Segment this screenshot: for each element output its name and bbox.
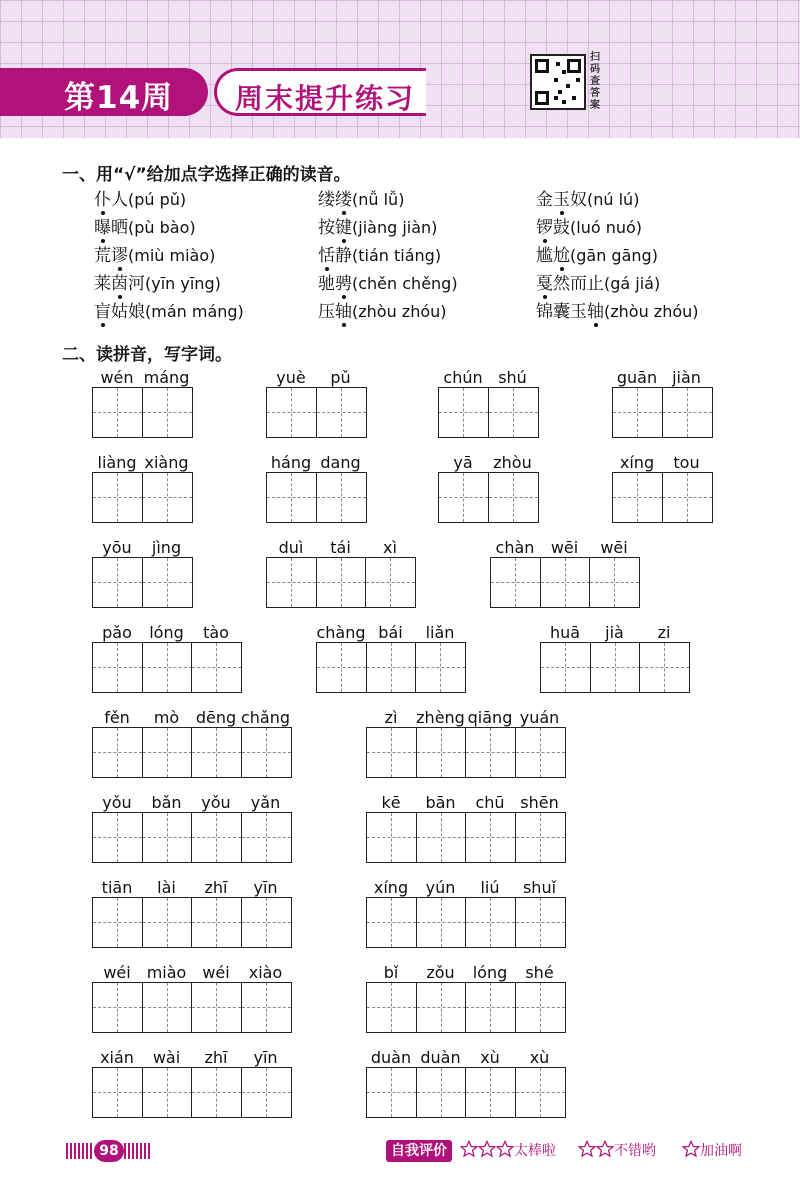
pinyin-syllable: zhèng: [416, 708, 465, 727]
pinyin-syllable: chū: [475, 793, 505, 812]
pinyin-syllable: pǔ: [330, 368, 351, 387]
pronunciation-item[interactable]: 荒谬(miù miào): [94, 241, 215, 266]
tian-grid-box[interactable]: [142, 557, 193, 608]
pinyin-syllable: dēng: [195, 708, 237, 727]
pinyin-syllable: tou: [673, 453, 700, 472]
pinyin-syllable: yǎn: [250, 793, 281, 812]
pinyin-options: (jiàng jiàn): [352, 218, 438, 237]
pinyin-options: (yīn yīng): [145, 274, 221, 293]
tian-grid-box[interactable]: [142, 1067, 193, 1118]
tian-grid-box[interactable]: [316, 557, 367, 608]
pronunciation-item[interactable]: 戛然而止(gá jiá): [536, 269, 660, 294]
pronunciation-item[interactable]: 驰骋(chěn chěng): [318, 269, 458, 294]
tian-grid-box[interactable]: [515, 727, 566, 778]
pinyin-syllable: xíng: [619, 453, 655, 472]
tian-grid-box[interactable]: [366, 982, 417, 1033]
tian-grid-box[interactable]: [266, 387, 317, 438]
rating-option[interactable]: [578, 1140, 656, 1162]
tian-grid-box[interactable]: [241, 982, 292, 1033]
tian-grid-box[interactable]: [316, 387, 367, 438]
tian-grid-box[interactable]: [92, 982, 143, 1033]
pinyin-syllable: yuán: [519, 708, 560, 727]
pinyin-options: (miù miào): [128, 246, 216, 265]
tian-grid-box[interactable]: [465, 812, 516, 863]
pronunciation-item[interactable]: 金玉奴(nú lú): [536, 185, 639, 210]
pinyin-syllable: xiàng: [144, 453, 189, 472]
tian-grid-box[interactable]: [92, 1067, 143, 1118]
pinyin-syllable: fěn: [104, 708, 130, 727]
pronunciation-item[interactable]: 仆人(pú pǔ): [94, 185, 186, 210]
rating-label: 不错哟: [614, 1143, 656, 1159]
qr-label: 扫码查答案: [590, 52, 600, 111]
tian-grid-box[interactable]: [488, 472, 539, 523]
pronunciation-item[interactable]: 莱茵河(yīn yīng): [94, 269, 221, 294]
pinyin-syllable: zhòu: [493, 453, 532, 472]
tian-grid-box[interactable]: [92, 642, 143, 693]
week-label: 第14周: [64, 80, 174, 116]
pronunciation-item[interactable]: 压轴(zhòu zhóu): [318, 297, 447, 322]
tian-grid-box[interactable]: [92, 897, 143, 948]
tian-grid-box[interactable]: [142, 642, 193, 693]
tian-grid-box[interactable]: [241, 897, 292, 948]
pinyin-syllable: tào: [203, 623, 229, 642]
rating-option[interactable]: [682, 1140, 742, 1162]
tian-grid-box[interactable]: [612, 387, 663, 438]
pinyin-options: (pú pǔ): [128, 190, 187, 209]
tian-grid-box[interactable]: [612, 472, 663, 523]
tian-grid-box[interactable]: [416, 982, 467, 1033]
pinyin-options: (zhòu zhóu): [604, 302, 699, 321]
pronunciation-item[interactable]: 曝晒(pù bào): [94, 213, 196, 238]
star-icon[interactable]: [460, 1140, 478, 1158]
section1-title: 一、用“√”给加点字选择正确的读音。: [62, 165, 351, 185]
pinyin-syllable: chǎng: [240, 708, 291, 727]
tian-grid-box[interactable]: [92, 557, 143, 608]
star-icon[interactable]: [478, 1140, 496, 1158]
pinyin-options: (chěn chěng): [352, 274, 458, 293]
pinyin-syllable: xù: [529, 1048, 550, 1067]
tian-grid-box[interactable]: [366, 1067, 417, 1118]
tian-grid-box[interactable]: [465, 1067, 516, 1118]
tian-grid-box[interactable]: [191, 1067, 242, 1118]
pinyin-options: (nú lú): [587, 190, 640, 209]
pronunciation-item[interactable]: 盲姑娘(mán máng): [94, 297, 244, 322]
tian-grid-box[interactable]: [316, 642, 367, 693]
tian-grid-box[interactable]: [191, 982, 242, 1033]
pinyin-syllable: lóng: [149, 623, 184, 642]
pinyin-syllable: duì: [278, 538, 304, 557]
pinyin-syllable: lài: [157, 878, 176, 897]
pinyin-syllable: wài: [152, 1048, 181, 1067]
rating-option[interactable]: [460, 1140, 556, 1162]
pinyin-syllable: zhī: [204, 1048, 228, 1067]
pinyin-syllable: bǐ: [383, 963, 399, 982]
pinyin-syllable: wēi: [550, 538, 579, 557]
pinyin-syllable: zì: [384, 708, 398, 727]
tian-grid-box[interactable]: [662, 472, 713, 523]
pinyin-syllable: chún: [443, 368, 483, 387]
tian-grid-box[interactable]: [490, 557, 541, 608]
pinyin-syllable: yā: [453, 453, 473, 472]
rating-label: 太棒啦: [514, 1143, 556, 1159]
tian-grid-box[interactable]: [92, 472, 143, 523]
pinyin-syllable: pǎo: [102, 623, 132, 642]
pronunciation-item[interactable]: 锣鼓(luó nuó): [536, 213, 642, 238]
tian-grid-box[interactable]: [465, 727, 516, 778]
pinyin-syllable: mò: [153, 708, 180, 727]
pinyin-options: (zhòu zhóu): [352, 302, 447, 321]
pinyin-syllable: kē: [381, 793, 401, 812]
pinyin-syllable: zǒu: [426, 963, 455, 982]
pinyin-syllable: zi: [657, 623, 671, 642]
pinyin-syllable: duàn: [370, 1048, 412, 1067]
pinyin-syllable: máng: [143, 368, 190, 387]
tian-grid-box[interactable]: [366, 897, 417, 948]
tian-grid-box[interactable]: [266, 472, 317, 523]
pinyin-syllable: xíng: [373, 878, 409, 897]
pinyin-syllable: chàn: [495, 538, 535, 557]
tian-grid-box[interactable]: [438, 472, 489, 523]
pinyin-syllable: yīn: [253, 878, 278, 897]
tian-grid-box[interactable]: [366, 642, 417, 693]
tian-grid-box[interactable]: [142, 982, 193, 1033]
pinyin-syllable: tái: [330, 538, 351, 557]
pinyin-syllable: yún: [425, 878, 456, 897]
page-number: 98: [94, 1140, 124, 1162]
pinyin-syllable: chàng: [316, 623, 366, 642]
pinyin-syllable: wēi: [600, 538, 628, 557]
pinyin-syllable: jìng: [151, 538, 182, 557]
tian-grid-box[interactable]: [515, 1067, 566, 1118]
tian-grid-box[interactable]: [191, 727, 242, 778]
star-icon[interactable]: [578, 1140, 596, 1158]
pinyin-syllable: xù: [480, 1048, 500, 1067]
pinyin-syllable: bǎn: [151, 793, 182, 812]
pinyin-options: (luó nuó): [570, 218, 643, 237]
pronunciation-item[interactable]: 按键(jiàng jiàn): [318, 213, 437, 238]
pinyin-syllable: wéi: [103, 963, 131, 982]
tian-grid-box[interactable]: [515, 897, 566, 948]
header-band: [0, 0, 800, 138]
tian-grid-box[interactable]: [365, 557, 416, 608]
tian-grid-box[interactable]: [191, 897, 242, 948]
pinyin-syllable: guān: [616, 368, 658, 387]
tian-grid-box[interactable]: [191, 812, 242, 863]
pinyin-syllable: yīn: [253, 1048, 278, 1067]
pinyin-options: (nǚ lǚ): [352, 190, 405, 209]
tian-grid-box[interactable]: [589, 557, 640, 608]
pinyin-syllable: jià: [605, 623, 624, 642]
tian-grid-box[interactable]: [142, 812, 193, 863]
pinyin-syllable: tiān: [101, 878, 133, 897]
pinyin-syllable: yǒu: [201, 793, 231, 812]
week-badge: [0, 68, 208, 116]
tian-grid-box[interactable]: [142, 387, 193, 438]
tian-grid-box[interactable]: [415, 642, 466, 693]
tian-grid-box[interactable]: [465, 897, 516, 948]
pinyin-syllable: duàn: [420, 1048, 461, 1067]
pinyin-syllable: bái: [378, 623, 403, 642]
tian-grid-box[interactable]: [241, 1067, 292, 1118]
tian-grid-box[interactable]: [142, 727, 193, 778]
star-icon[interactable]: [496, 1140, 514, 1158]
pinyin-syllable: yōu: [102, 538, 132, 557]
tian-grid-box[interactable]: [639, 642, 690, 693]
tian-grid-box[interactable]: [142, 897, 193, 948]
pinyin-options: (gá jiá): [604, 274, 661, 293]
pinyin-options: (pù bào): [128, 218, 196, 237]
page-title: 周末提升练习: [235, 82, 416, 115]
tian-grid-box[interactable]: [366, 727, 417, 778]
qr-code-icon[interactable]: [530, 54, 586, 110]
pinyin-syllable: zhī: [204, 878, 228, 897]
pinyin-syllable: wén: [100, 368, 134, 387]
tian-grid-box[interactable]: [540, 557, 591, 608]
pronunciation-item[interactable]: 缕缕(nǚ lǚ): [318, 185, 404, 210]
pinyin-syllable: shú: [498, 368, 527, 387]
pinyin-syllable: liǎn: [425, 623, 455, 642]
pronunciation-item[interactable]: 尴尬(gān gāng): [536, 241, 658, 266]
pinyin-syllable: shēn: [520, 793, 559, 812]
tian-grid-box[interactable]: [416, 812, 467, 863]
star-icon[interactable]: [682, 1140, 700, 1158]
pinyin-syllable: shé: [525, 963, 554, 982]
pinyin-options: (tián tiáng): [352, 246, 442, 265]
pinyin-options: (gān gāng): [570, 246, 658, 265]
page-title-box: [214, 68, 426, 116]
tian-grid-box[interactable]: [540, 642, 591, 693]
tian-grid-box[interactable]: [191, 642, 242, 693]
pinyin-syllable: wéi: [202, 963, 230, 982]
tian-grid-box[interactable]: [316, 472, 367, 523]
pinyin-syllable: miào: [146, 963, 187, 982]
tian-grid-box[interactable]: [416, 727, 467, 778]
tian-grid-box[interactable]: [438, 387, 489, 438]
tian-grid-box[interactable]: [515, 812, 566, 863]
tian-grid-box[interactable]: [416, 1067, 467, 1118]
tian-grid-box[interactable]: [92, 727, 143, 778]
pinyin-syllable: xiào: [248, 963, 283, 982]
pinyin-syllable: lóng: [472, 963, 508, 982]
tian-grid-box[interactable]: [142, 472, 193, 523]
pinyin-syllable: liú: [480, 878, 500, 897]
pinyin-syllable: qiāng: [467, 708, 513, 727]
self-eval-label: 自我评价: [386, 1140, 452, 1162]
pinyin-options: (mán máng): [145, 302, 244, 321]
section2-title: 二、读拼音，写字词。: [62, 345, 232, 365]
pinyin-syllable: bān: [425, 793, 456, 812]
pinyin-syllable: shuǐ: [522, 878, 557, 897]
tian-grid-box[interactable]: [465, 982, 516, 1033]
tian-grid-box[interactable]: [266, 557, 317, 608]
rating-label: 加油啊: [700, 1143, 742, 1159]
tian-grid-box[interactable]: [366, 812, 417, 863]
pinyin-syllable: háng: [270, 453, 312, 472]
tian-grid-box[interactable]: [92, 387, 143, 438]
tian-grid-box[interactable]: [241, 727, 292, 778]
tian-grid-box[interactable]: [662, 387, 713, 438]
pinyin-syllable: yǒu: [102, 793, 132, 812]
tian-grid-box[interactable]: [241, 812, 292, 863]
page-number-badge: [66, 1140, 152, 1162]
star-icon[interactable]: [596, 1140, 614, 1158]
tian-grid-box[interactable]: [488, 387, 539, 438]
pronunciation-item[interactable]: 锦囊玉轴(zhòu zhóu): [536, 297, 699, 322]
pinyin-syllable: dang: [320, 453, 361, 472]
tian-grid-box[interactable]: [92, 812, 143, 863]
pronunciation-item[interactable]: 恬静(tián tiáng): [318, 241, 441, 266]
pinyin-syllable: liàng: [97, 453, 137, 472]
pinyin-syllable: jiàn: [672, 368, 701, 387]
tian-grid-box[interactable]: [515, 982, 566, 1033]
pinyin-syllable: xián: [100, 1048, 134, 1067]
pinyin-syllable: yuè: [276, 368, 306, 387]
tian-grid-box[interactable]: [590, 642, 641, 693]
tian-grid-box[interactable]: [416, 897, 467, 948]
pinyin-syllable: huā: [549, 623, 581, 642]
pinyin-syllable: xì: [383, 538, 397, 557]
